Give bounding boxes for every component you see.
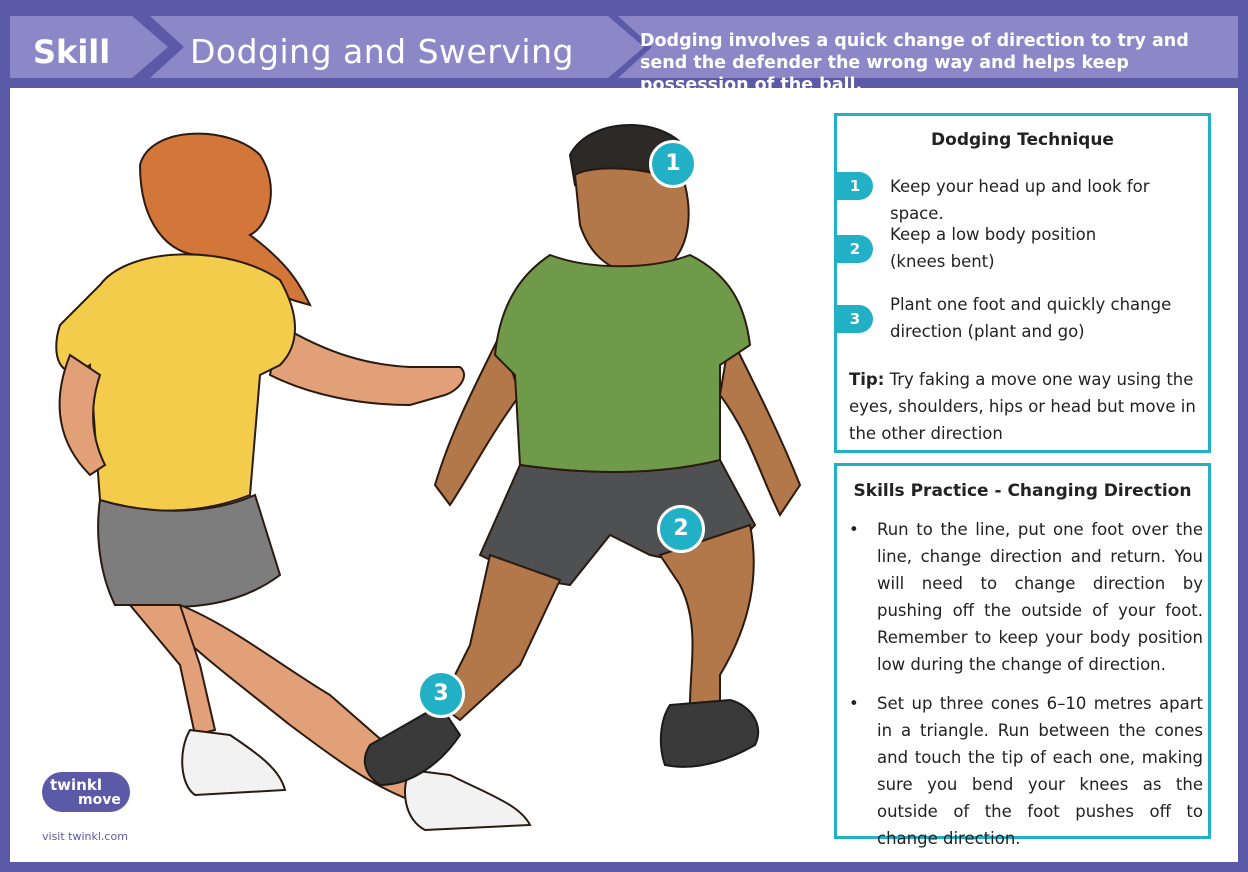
tip-text: Try faking a move one way using the eyes, shoulders, hips or head but move in the other direction [849, 370, 1196, 443]
step-text-line2: direction (plant and go) [890, 322, 1085, 341]
step-number: 2 [837, 235, 873, 263]
players-illustration [30, 105, 820, 850]
logo-word-move: move [78, 792, 121, 808]
skills-practice-panel [834, 463, 1211, 848]
tip-label: Tip: [849, 370, 885, 389]
step-number: 3 [837, 305, 873, 333]
page-title: Dodging and Swerving [190, 32, 574, 71]
bullet-dot: • [849, 694, 859, 713]
marker-2: 2 [657, 505, 705, 553]
skill-label: Skill [33, 33, 111, 71]
technique-step-2 [837, 225, 1208, 294]
step-text-line1: Plant one foot and quickly change [890, 295, 1172, 314]
technique-tip [849, 366, 1201, 447]
marker-1: 1 [649, 140, 697, 188]
step-text-line2: (knees bent) [890, 252, 995, 271]
step-number: 1 [837, 172, 873, 200]
step-text-line1: Keep a low body position [890, 225, 1097, 244]
logo-url[interactable]: visit twinkl.com [42, 830, 128, 843]
dodging-technique-panel [834, 113, 1211, 453]
bullet-text: Set up three cones 6–10 metres apart in a triangle. Run between the cones and touch the tip of each one, making sure you bend your knees as the outside of the foot pushes off to change direction. [877, 694, 1203, 848]
technique-title: Dodging Technique [931, 130, 1114, 150]
step-text: Keep your head up and look for space. [890, 177, 1150, 223]
bullet-dot: • [849, 520, 859, 539]
twinkl-move-logo [42, 772, 132, 828]
logo-word-twinkl: twinkl [50, 776, 102, 794]
technique-step-3 [837, 295, 1208, 364]
skill-description: Dodging involves a quick change of direction to try and send the defender the wrong way and helps keep possession of the ball. [640, 31, 1189, 95]
marker-3: 3 [417, 670, 465, 718]
bullet-text: Run to the line, put one foot over the line, change direction and return. You will need to change direction by pushing off the outside of your foot. Remember to keep your body position low during the change of direction. [877, 520, 1203, 674]
practice-title: Skills Practice - Changing Direction [853, 481, 1192, 501]
players-drawing [30, 105, 820, 850]
